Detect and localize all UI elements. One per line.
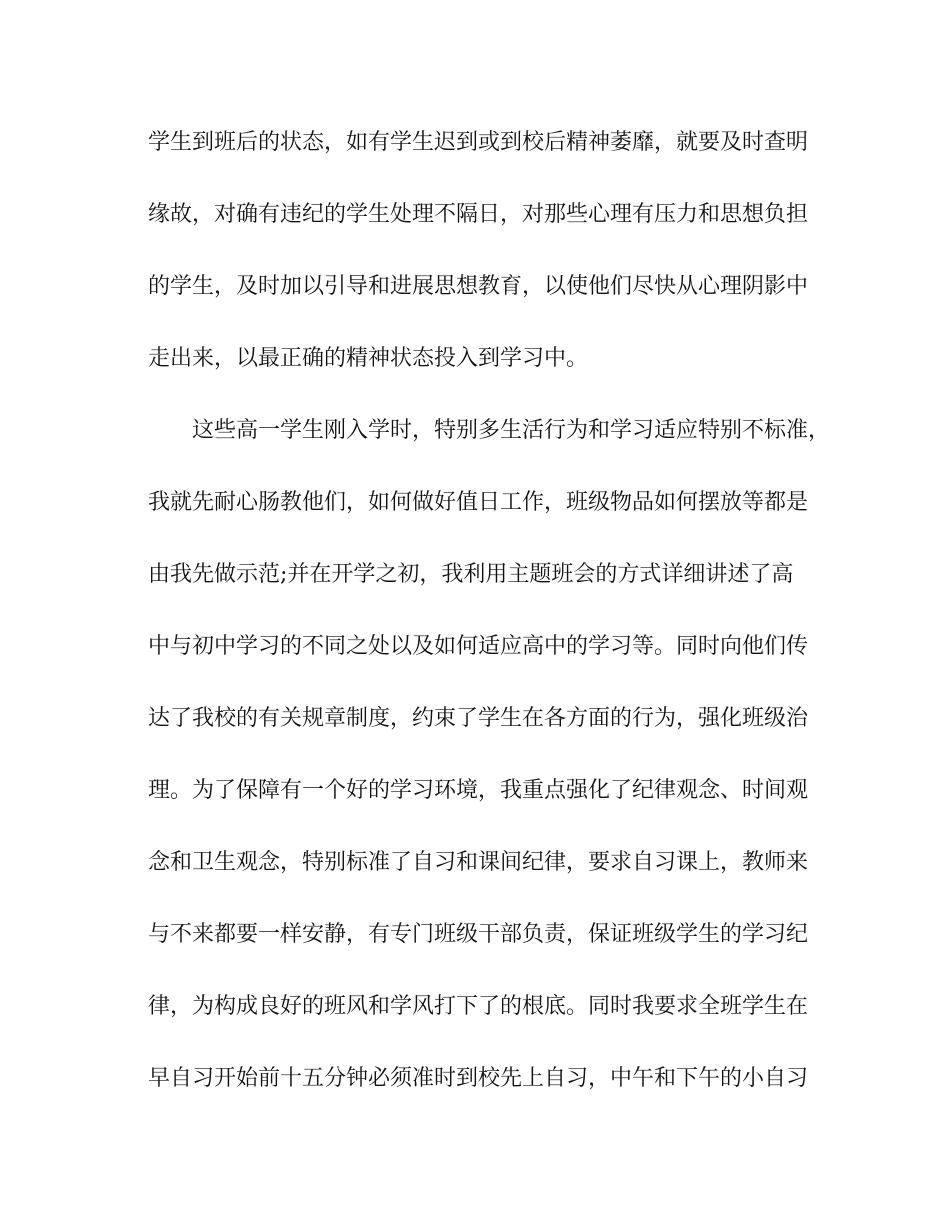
text-line: 与不来都要一样安静，有专门班级干部负责，保证班级学生的学习纪 xyxy=(148,922,809,947)
text-line: 律，为构成良好的班风和学风打下了的根底。同时我要求全班学生在 xyxy=(148,994,809,1019)
text-line: 的学生，及时加以引导和进展思想教育，以使他们尽快从心理阴影中 xyxy=(148,274,809,299)
document-body xyxy=(148,118,831,1126)
text-line: 学生到班后的状态，如有学生迟到或到校后精神萎靡，就要及时查明 xyxy=(148,130,809,155)
text-line: 达了我校的有关规章制度，约束了学生在各方面的行为，强化班级治 xyxy=(148,706,809,731)
text-line: 理。为了保障有一个好的学习环境，我重点强化了纪律观念、时间观 xyxy=(148,778,809,803)
text-line: 早自习开始前十五分钟必须准时到校先上自习，中午和下午的小自习 xyxy=(148,1066,809,1091)
paragraph-2 xyxy=(148,406,831,1104)
text-line: 缘故，对确有违纪的学生处理不隔日，对那些心理有压力和思想负担 xyxy=(148,202,809,227)
text-line: 我就先耐心肠教他们，如何做好值日工作，班级物品如何摆放等都是 xyxy=(148,490,809,515)
text-line: 由我先做示范;并在开学之初，我利用主题班会的方式详细讲述了高 xyxy=(148,562,794,587)
text-line: 这些高一学生刚入学时，特别多生活行为和学习适应特别不标准， xyxy=(192,418,831,443)
text-line: 走出来，以最正确的精神状态投入到学习中。 xyxy=(148,346,589,371)
text-line: 中与初中学习的不同之处以及如何适应高中的学习等。同时向他们传 xyxy=(148,634,809,659)
text-line: 念和卫生观念，特别标准了自习和课间纪律，要求自习课上，教师来 xyxy=(148,850,809,875)
paragraph-1 xyxy=(148,118,818,384)
